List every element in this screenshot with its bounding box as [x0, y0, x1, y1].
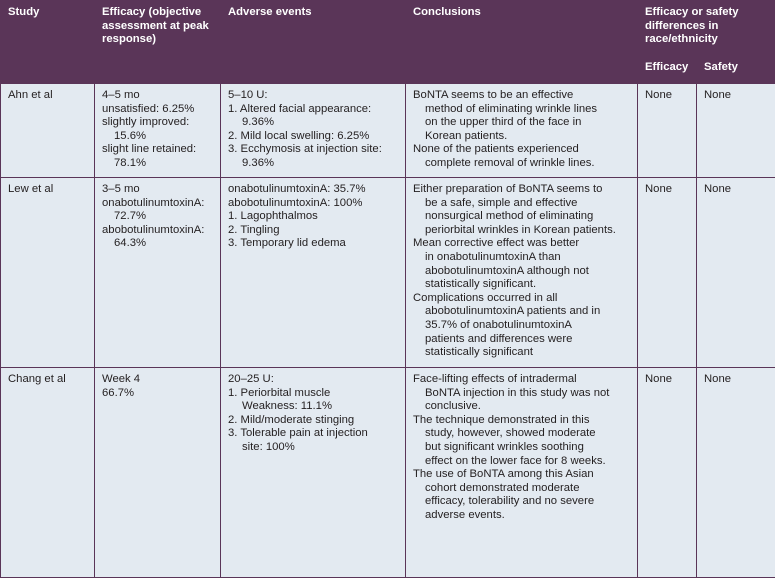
- cell-line: abobotulinumtoxinA: 64.3%: [102, 224, 213, 251]
- cell-line: slightly improved: 15.6%: [102, 116, 213, 143]
- header-efficacy: Efficacy (objective assessment at peak response): [95, 1, 221, 84]
- cell-line: 20–25 U:: [228, 373, 398, 387]
- adverse-events-cell: [221, 178, 406, 368]
- cell-line: onabotulinumtoxinA: 72.7%: [102, 197, 213, 224]
- cell-line: 4–5 mo: [102, 89, 213, 103]
- safety-difference-cell: None: [697, 178, 775, 368]
- table-row: [1, 84, 775, 178]
- subheader-safety: Safety: [697, 55, 775, 84]
- cell-line: 2. Mild local swelling: 6.25%: [228, 130, 398, 144]
- cell-line: 3. Ecchymosis at injection site: 9.36%: [228, 143, 398, 170]
- cell-line: 3–5 mo: [102, 183, 213, 197]
- efficacy-difference-cell: None: [638, 84, 697, 178]
- adverse-events-cell: [221, 368, 406, 578]
- cell-line: slight line retained: 78.1%: [102, 143, 213, 170]
- cell-line: 3. Temporary lid edema: [228, 237, 398, 251]
- header-race-differences: Efficacy or safety differences in race/ethnicity: [638, 1, 775, 55]
- cell-line: Week 4: [102, 373, 213, 387]
- cell-line: BoNTA seems to be an effective method of eliminating wrinkle lines on the upper third of the face in Korean patients.: [413, 89, 630, 143]
- cell-line: Face-lifting effects of intradermal BoNTA injection in this study was not conclusive.: [413, 373, 630, 414]
- cell-line: Complications occurred in all abobotulinumtoxinA patients and in 35.7% of onabotulinumtoxinA patients and differences were statistically significant: [413, 292, 630, 360]
- safety-difference-cell: None: [697, 84, 775, 178]
- header-conclusions: Conclusions: [406, 1, 638, 84]
- table-row: [1, 368, 775, 578]
- cell-line: 1. Altered facial appearance: 9.36%: [228, 103, 398, 130]
- efficacy-difference-cell: None: [638, 368, 697, 578]
- header-study: Study: [1, 1, 95, 84]
- cell-line: Mean corrective effect was better in onabotulinumtoxinA than abobotulinumtoxinA although not statistically significant.: [413, 237, 630, 291]
- cell-line: onabotulinumtoxinA: 35.7%: [228, 183, 398, 197]
- table-row: [1, 178, 775, 368]
- efficacy-cell: [95, 84, 221, 178]
- efficacy-cell: [95, 178, 221, 368]
- conclusions-cell: [406, 178, 638, 368]
- cell-line: 5–10 U:: [228, 89, 398, 103]
- cell-line: 3. Tolerable pain at injection site: 100%: [228, 427, 398, 454]
- cell-line: None of the patients experienced complete removal of wrinkle lines.: [413, 143, 630, 170]
- efficacy-difference-cell: None: [638, 178, 697, 368]
- cell-line: abobotulinumtoxinA: 100%: [228, 197, 398, 211]
- study-cell: Ahn et al: [1, 84, 95, 178]
- cell-line: Either preparation of BoNTA seems to be a safe, simple and effective nonsurgical method of eliminating periorbital wrinkles in Korean patients.: [413, 183, 630, 237]
- cell-line: The use of BoNTA among this Asian cohort demonstrated moderate efficacy, tolerability and no severe adverse events.: [413, 468, 630, 522]
- cell-line: 2. Tingling: [228, 224, 398, 238]
- subheader-efficacy: Efficacy: [638, 55, 697, 84]
- cell-line: 1. Periorbital muscle Weakness: 11.1%: [228, 387, 398, 414]
- conclusions-cell: [406, 368, 638, 578]
- adverse-events-cell: [221, 84, 406, 178]
- cell-line: 1. Lagophthalmos: [228, 210, 398, 224]
- study-cell: Lew et al: [1, 178, 95, 368]
- header-adverse-events: Adverse events: [221, 1, 406, 84]
- conclusions-cell: [406, 84, 638, 178]
- cell-line: unsatisfied: 6.25%: [102, 103, 213, 117]
- efficacy-cell: [95, 368, 221, 578]
- cell-line: 66.7%: [102, 387, 213, 401]
- study-cell: Chang et al: [1, 368, 95, 578]
- cell-line: 2. Mild/moderate stinging: [228, 414, 398, 428]
- cell-line: The technique demonstrated in this study, however, showed moderate but significant wrinkles soothing effect on the lower face for 8 weeks.: [413, 414, 630, 468]
- safety-difference-cell: None: [697, 368, 775, 578]
